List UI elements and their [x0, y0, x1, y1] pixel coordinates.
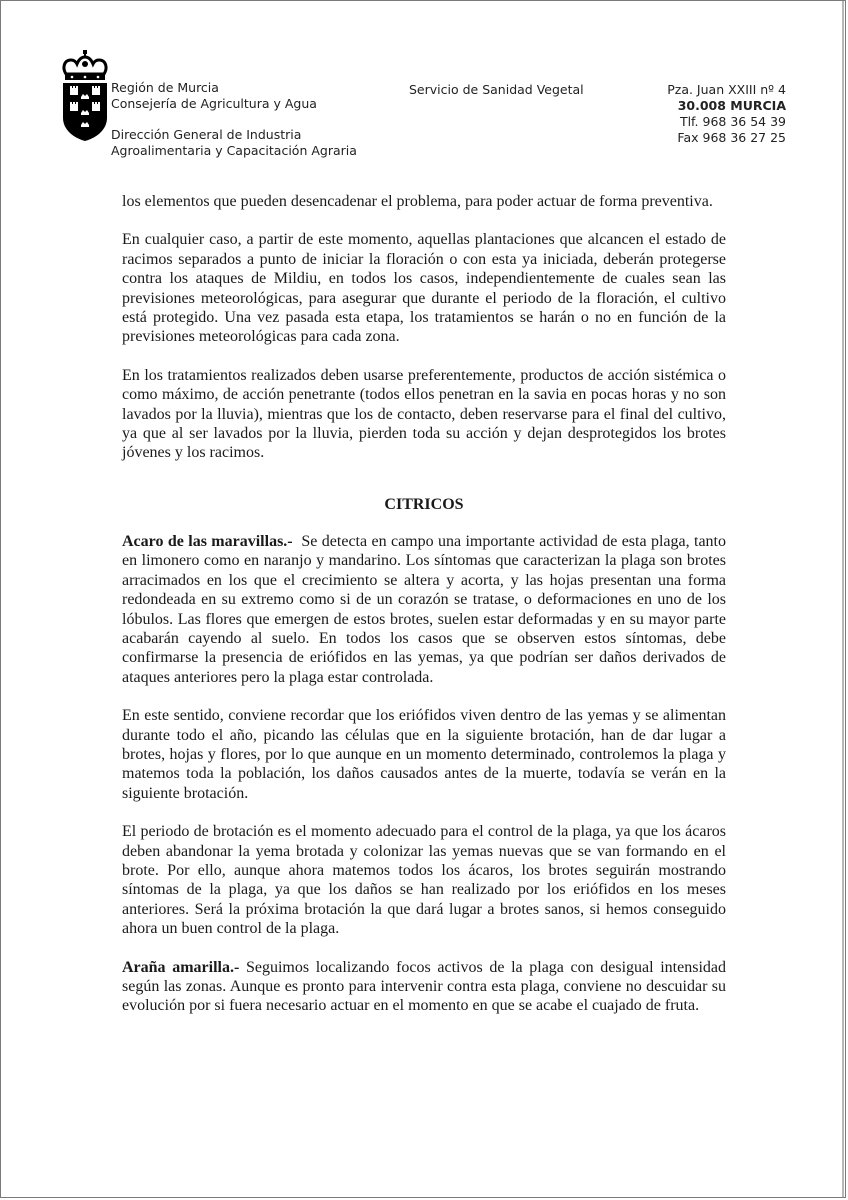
section-title: CITRICOS: [384, 495, 464, 513]
directorate-block: [111, 127, 357, 159]
paragraph-text: Seguimos localizando focos activos de la plaga con desigual intensidad según las zonas. Aunque es pronto para intervenir contra esta plaga, conviene no descuidar su evolución por si fuera necesario actuar en el momento en que se acabe el cuajado de fruta.: [122, 958, 726, 1015]
paragraph: En los tratamientos realizados deben usarse preferentemente, productos de acción sistémica o como máximo, de acción penetrante (todos ellos penetran en la savia en pocas horas y no son lavados por la lluvia), mientras que los de contacto, deben reservarse para el final del cultivo, ya que al ser lavados por la lluvia, pierden toda su acción y dejan desprotegidos los brotes jóvenes y los racimos.: [122, 366, 726, 462]
org-department: Consejería de Agricultura y Agua: [111, 96, 317, 111]
paragraph-text: Se detecta en campo una importante actividad de esta plaga, tanto en limonero como en naranjo y mandarino. Los síntomas que caracterizan la plaga son brotes arracimados en los que el crecimiento se altera y acorta, y las hojas presentan una forma redondeada en su extremo como si de un corazón se tratase, o deformaciones en uno de los lóbulos. Las flores que emergen de estos brotes, suelen estar deformadas y en su mayor parte acabarán cayendo al suelo. En todos los casos que se observen estos síntomas, debe confirmarse la presencia de eriófidos en las yemas, ya que podrían ser daños derivados de ataques anteriores pero la plaga estar controlada.: [122, 532, 726, 686]
paragraph: En cualquier caso, a partir de este momento, aquellas plantaciones que alcancen el estado de racimos separados a punto de iniciar la floración o con esta ya iniciada, deberán protegerse contra los ataques de Mildiu, en todos los casos, independientemente de cuales sean las previsiones meteorológicas, para asegurar que durante el periodo de la floración, el cultivo está protegido. Una vez pasada esta etapa, los tratamientos se harán o no en función de la previsiones meteorológicas para cada zona.: [122, 231, 726, 346]
postal-city: 30.008 MURCIA: [677, 98, 786, 113]
paragraph: En este sentido, conviene recordar que los eriófidos viven dentro de las yemas y se alimentan durante todo el año, picando las células que en la siguiente brotación, han de dar lugar a brotes, hojas y flores, por lo que aunque en un momento determinado, controlemos la plaga y matemos toda la población, los daños causados antes de la muerte, todavía se verán en la siguiente brotación.: [122, 707, 726, 802]
phone-number: Tlf. 968 36 54 39: [679, 114, 786, 129]
region-de-murcia-crest-icon: [60, 50, 110, 142]
org-block: [111, 80, 317, 112]
paragraph-acaro: [122, 532, 726, 687]
org-name: Región de Murcia: [111, 80, 219, 95]
address-block: [667, 82, 786, 146]
paragraph: El periodo de brotación es el momento adecuado para el control de la plaga, ya que los ácaros deben abandonar la yema brotada y colonizar las yemas nuevas que se van formando en el brote. Por ello, aunque ahora matemos todos los ácaros, los brotes seguirán mostrando síntomas de la plaga, ya que los daños se han realizado por los eriófidos en los meses anteriores. Será la próxima brotación la que dará lugar a brotes sanos, si hemos conseguido ahora un buen control de la plaga.: [122, 823, 726, 938]
document-body: [122, 192, 726, 1016]
directorate-line-1: Dirección General de Industria: [111, 127, 302, 142]
street-address: Pza. Juan XXIII nº 4: [667, 82, 786, 97]
paragraph: los elementos que pueden desencadenar el problema, para poder actuar de forma preventiva.: [122, 193, 713, 210]
directorate-line-2: Agroalimentaria y Capacitación Agraria: [111, 143, 357, 158]
pest-heading: Acaro de las maravillas.-: [122, 532, 293, 550]
fax-number: Fax 968 36 27 25: [677, 130, 786, 145]
service-name: Servicio de Sanidad Vegetal: [409, 82, 584, 97]
paragraph-arana: [122, 958, 726, 1016]
pest-heading: Araña amarilla.-: [122, 958, 240, 976]
